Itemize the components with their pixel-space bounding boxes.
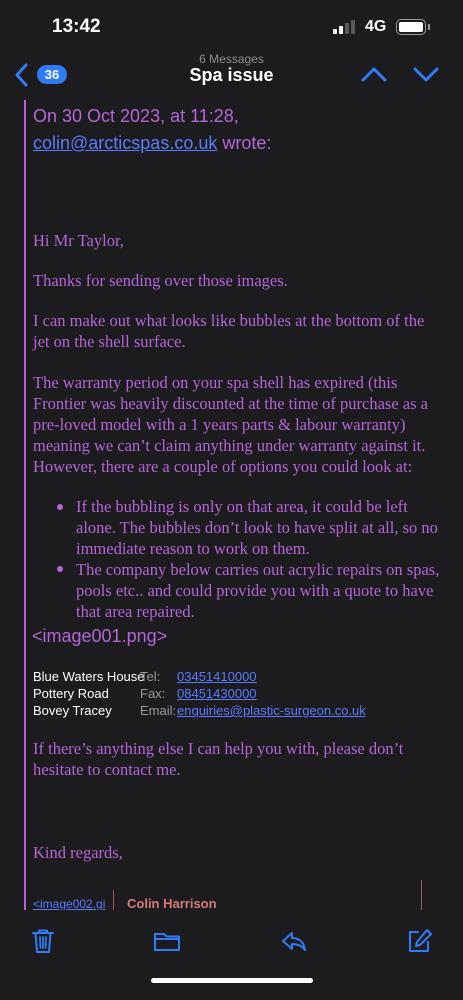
quote-header-wrote: wrote: xyxy=(217,133,272,153)
status-time: 13:42 xyxy=(52,16,101,37)
status-bar xyxy=(0,0,463,54)
kind-regards: Kind regards, xyxy=(33,843,123,862)
greeting: Hi Mr Taylor, xyxy=(33,231,124,250)
reply-icon[interactable] xyxy=(280,927,308,955)
fax-link[interactable]: 08451430000 xyxy=(177,686,257,701)
signature-divider xyxy=(113,890,114,910)
bottom-toolbar xyxy=(0,910,463,1000)
quote-header-date: On 30 Oct 2023, at 11:28, xyxy=(33,106,239,126)
contact-label: Tel: xyxy=(140,669,161,684)
signature-name: Colin Harrison xyxy=(127,896,217,910)
quote-header-sender xyxy=(33,133,271,154)
sender-email-link[interactable]: colin@arcticspas.co.uk xyxy=(33,133,218,153)
signature-divider-right xyxy=(421,880,422,910)
message-count: 6 Messages xyxy=(199,52,264,66)
phone-link[interactable]: 03451410000 xyxy=(177,669,257,684)
image-attachment-placeholder[interactable]: <image001.png> xyxy=(32,626,168,646)
bullet-1-text: If the bubbling is only on that area, it could be left alone. The bubbles don’t look to have split at all, so no immediate reason to work on them. xyxy=(76,497,438,558)
battery-nub xyxy=(428,24,430,30)
email-body[interactable] xyxy=(0,100,463,910)
battery-icon xyxy=(396,19,426,35)
back-count-badge[interactable]: 36 xyxy=(37,65,67,84)
contact-label: Fax: xyxy=(140,686,166,701)
closing-paragraph: If there’s anything else I can help you with, please don’t hesitate to contact me. xyxy=(33,739,404,779)
network-type: 4G xyxy=(365,18,387,35)
address-line: Pottery Road xyxy=(33,686,109,701)
trash-icon[interactable] xyxy=(29,927,57,955)
compose-icon[interactable] xyxy=(405,927,433,955)
address-line: Bovey Tracey xyxy=(33,703,112,718)
bullet-2-dot xyxy=(57,566,63,572)
cellular-signal-icon xyxy=(333,20,357,34)
home-indicator[interactable] xyxy=(151,978,313,983)
paragraph-3: The warranty period on your spa shell has expired (this Frontier was heavily discounted at the time of purchase as a pre-loved model with a 1 years parts & labour warranty) meaning we can’t claim anything under warranty against it. However, there are a couple of options you could look at: xyxy=(33,373,428,476)
email-link[interactable]: enquiries@plastic-surgeon.co.uk xyxy=(177,703,366,718)
folder-icon[interactable] xyxy=(153,927,181,955)
signature-image-placeholder[interactable]: <image002.gi xyxy=(33,897,106,910)
quote-bar xyxy=(24,100,26,910)
paragraph-1: Thanks for sending over those images. xyxy=(33,271,288,290)
chevron-down-icon[interactable] xyxy=(412,64,440,84)
chevron-up-icon[interactable] xyxy=(360,64,388,84)
page-title: Spa issue xyxy=(189,65,274,85)
bullet-1-dot xyxy=(57,504,63,510)
contact-label: Email: xyxy=(140,703,177,718)
navigation-bar xyxy=(0,50,463,98)
address-line: Blue Waters House xyxy=(33,669,145,684)
paragraph-2: I can make out what looks like bubbles at the bottom of the jet on the shell surface. xyxy=(33,311,425,351)
bullet-2-text: The company below carries out acrylic repairs on spas, pools etc.. and could provide you with a quote to have that area repaired. xyxy=(76,560,440,621)
